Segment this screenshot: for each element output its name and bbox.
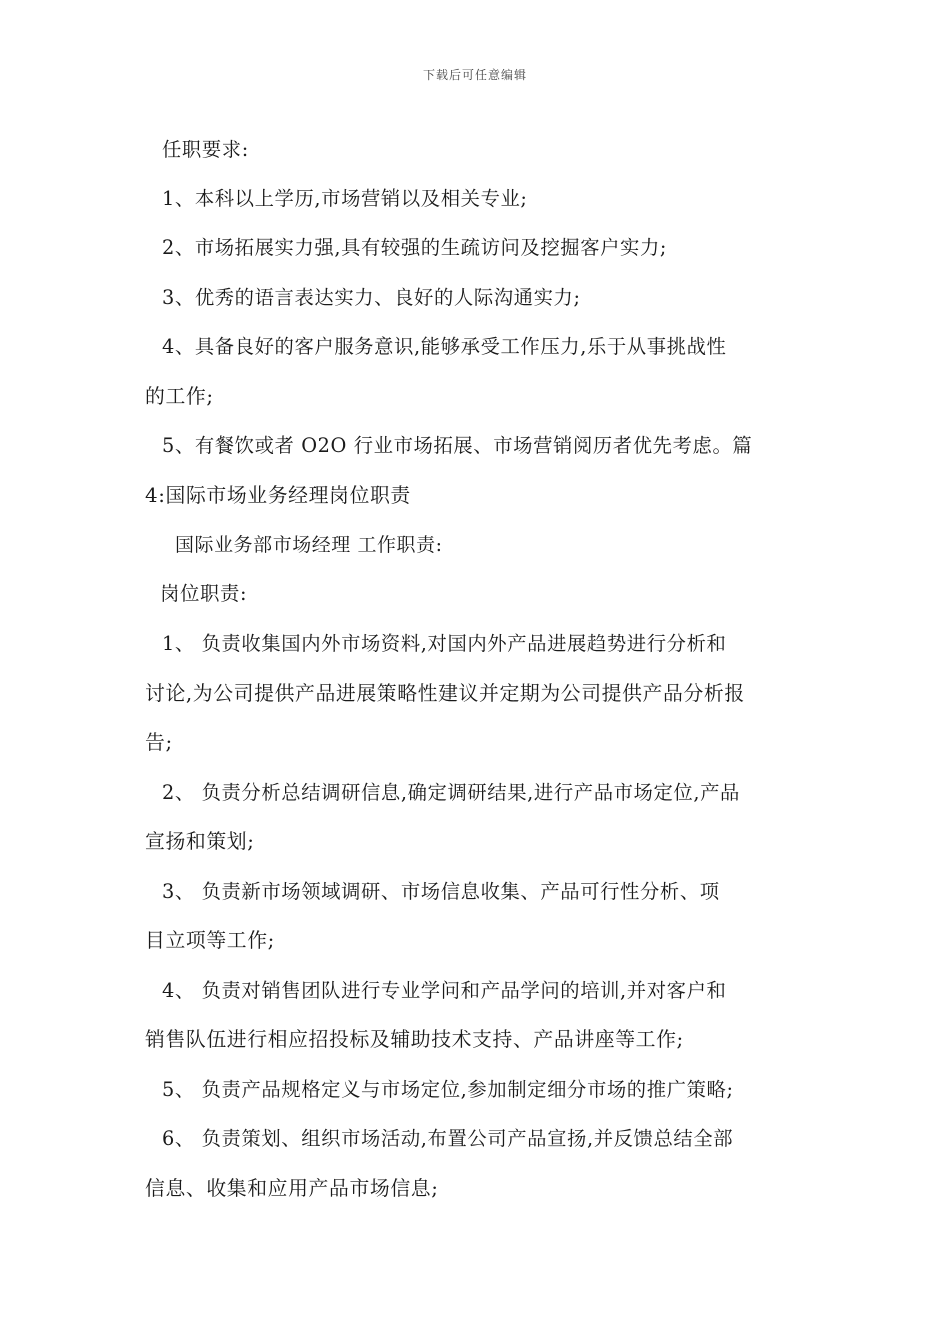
requirement-item-4-cont: 的工作; [145, 385, 214, 408]
requirement-item-5: 5、有餐饮或者 O2O 行业市场拓展、市场营销阅历者优先考虑。篇 [162, 434, 753, 457]
requirement-item-2: 2、市场拓展实力强,具有较强的生疏访问及挖掘客户实力; [162, 236, 668, 259]
duty-item-1-cont: 讨论,为公司提供产品进展策略性建议并定期为公司提供产品分析报 [145, 682, 745, 705]
section-heading-requirements: 任职要求: [162, 138, 249, 161]
duty-item-6: 6、 负责策划、组织市场活动,布置公司产品宣扬,并反馈总结全部 [162, 1127, 734, 1150]
duty-item-6-cont: 信息、收集和应用产品市场信息; [145, 1177, 439, 1200]
duty-item-1: 1、 负责收集国内外市场资料,对国内外产品进展趋势进行分析和 [162, 632, 727, 655]
section-heading-duties: 岗位职责: [160, 582, 248, 605]
duty-item-2-cont: 宣扬和策划; [145, 830, 255, 853]
requirement-item-1: 1、本科以上学历,市场营销以及相关专业; [162, 187, 528, 210]
duty-item-4-cont: 销售队伍进行相应招投标及辅助技术支持、产品讲座等工作; [145, 1028, 684, 1051]
duty-item-3-cont: 目立项等工作; [145, 929, 275, 952]
duty-item-3: 3、 负责新市场领域调研、市场信息收集、产品可行性分析、项 [162, 880, 720, 903]
duty-item-1-cont2: 告; [145, 731, 173, 754]
requirement-item-3: 3、优秀的语言表达实力、良好的人际沟通实力; [162, 286, 581, 309]
page-header: 下载后可任意编辑 [422, 68, 527, 82]
duty-item-4: 4、 负责对销售团队进行专业学问和产品学问的培训,并对客户和 [162, 979, 727, 1002]
article-title: 4:国际市场业务经理岗位职责 [145, 484, 411, 507]
section-heading-position: 国际业务部市场经理 工作职责: [175, 534, 443, 556]
duty-item-2: 2、 负责分析总结调研信息,确定调研结果,进行产品市场定位,产品 [162, 781, 740, 804]
requirement-item-4: 4、具备良好的客户服务意识,能够承受工作压力,乐于从事挑战性 [162, 335, 727, 358]
duty-item-5: 5、 负责产品规格定义与市场定位,参加制定细分市场的推广策略; [162, 1078, 734, 1101]
